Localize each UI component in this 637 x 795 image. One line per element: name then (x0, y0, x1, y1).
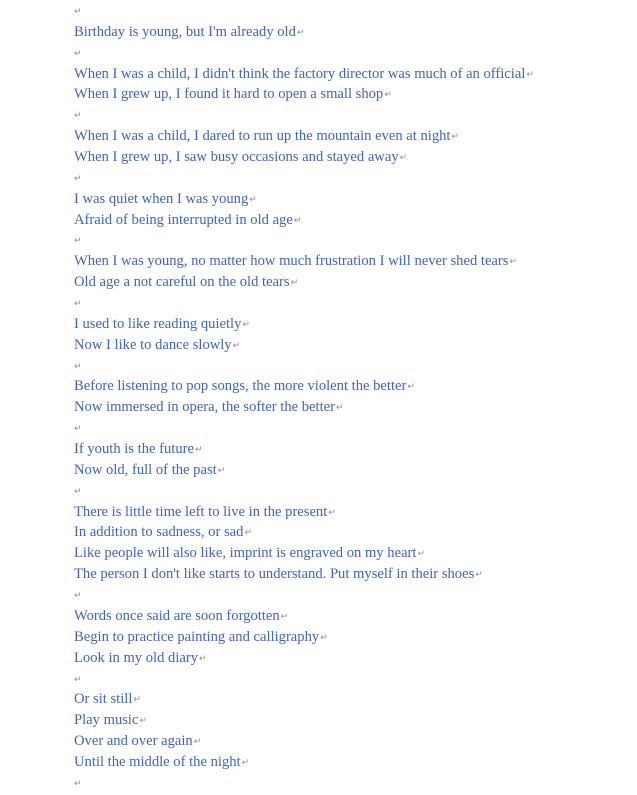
paragraph-mark-icon: ↵ (193, 737, 202, 748)
paragraph-mark-icon: ↵ (244, 528, 252, 539)
line-text: Begin to practice painting and calligraphy (74, 628, 320, 645)
paragraph-mark-icon: ↵ (74, 424, 82, 435)
line-text: When I was a child, I dared to run up the mountain even at night (74, 128, 451, 145)
line-text: When I was a child, I didn't think the factory director was much of an official (74, 65, 526, 82)
line-text: Like people will also like, imprint is engraved on my heart (74, 545, 417, 562)
paragraph-mark-icon: ↵ (417, 549, 426, 560)
line-text: If youth is the future (74, 441, 194, 458)
paragraph-mark-icon: ↵ (399, 153, 408, 164)
line-text: Now I like to dance slowly (74, 336, 232, 353)
text-line (74, 439, 634, 460)
paragraph-mark-icon: ↵ (451, 132, 460, 143)
line-text: The person I don't like starts to understand. Put myself in their shoes (74, 566, 475, 583)
text-line (74, 335, 634, 356)
line-text: Or sit still (74, 691, 133, 708)
text-line (74, 752, 634, 773)
line-text: Afraid of being interrupted in old age (74, 211, 293, 228)
text-line (74, 251, 634, 272)
paragraph-mark-icon: ↵ (290, 278, 299, 289)
paragraph-mark-icon: ↵ (280, 611, 289, 622)
paragraph-mark-icon: ↵ (74, 236, 82, 247)
paragraph-mark-icon: ↵ (296, 27, 305, 38)
paragraph-mark-icon: ↵ (74, 111, 82, 122)
paragraph-mark-icon: ↵ (384, 90, 392, 101)
text-line (74, 543, 634, 564)
line-text: In addition to sadness, or sad (74, 524, 244, 541)
text-line (74, 147, 634, 168)
line-text: Words once said are soon forgotten (74, 607, 280, 624)
paragraph-mark-icon: ↵ (217, 465, 226, 476)
text-line (74, 627, 634, 648)
line-text: Old age a not careful on the old tears (74, 274, 290, 291)
paragraph-mark-icon: ↵ (328, 507, 336, 518)
paragraph-mark-icon: ↵ (194, 445, 203, 456)
paragraph-mark-icon: ↵ (139, 716, 148, 727)
text-line (74, 84, 634, 105)
text-line (74, 126, 634, 147)
text-line (74, 689, 634, 710)
text-line (74, 189, 634, 210)
line-text: Now immersed in opera, the softer the better (74, 399, 335, 416)
text-line (74, 648, 634, 669)
line-text: Look in my old diary (74, 649, 199, 666)
paragraph-mark-icon: ↵ (232, 340, 241, 351)
paragraph-mark-icon: ↵ (475, 570, 483, 581)
text-line (74, 314, 634, 335)
text-line (74, 64, 634, 85)
paragraph-mark-icon: ↵ (133, 695, 141, 706)
paragraph-mark-icon: ↵ (74, 591, 82, 602)
paragraph-mark-icon: ↵ (74, 674, 82, 685)
paragraph-mark-icon: ↵ (241, 757, 250, 768)
empty-paragraph (74, 293, 634, 314)
paragraph-mark-icon: ↵ (74, 361, 82, 372)
paragraph-mark-icon: ↵ (293, 215, 302, 226)
line-text: Over and over again (74, 733, 193, 750)
paragraph-mark-icon: ↵ (249, 194, 257, 205)
paragraph-mark-icon: ↵ (320, 632, 328, 643)
paragraph-mark-icon: ↵ (74, 486, 82, 497)
line-text: Play music (74, 712, 139, 729)
document-body[interactable] (74, 0, 634, 794)
empty-paragraph (74, 356, 634, 377)
paragraph-mark-icon: ↵ (74, 173, 82, 184)
text-line (74, 710, 634, 731)
paragraph-mark-icon: ↵ (407, 382, 415, 393)
paragraph-mark-icon: ↵ (526, 69, 534, 80)
paragraph-mark-icon: ↵ (509, 257, 517, 268)
empty-paragraph (74, 230, 634, 251)
paragraph-mark-icon: ↵ (74, 778, 82, 789)
text-line (74, 460, 634, 481)
empty-paragraph (74, 585, 634, 606)
paragraph-mark-icon: ↵ (74, 48, 82, 59)
paragraph-mark-icon: ↵ (74, 299, 82, 310)
empty-paragraph (74, 1, 634, 22)
line-text: When I grew up, I saw busy occasions and stayed away (74, 149, 399, 166)
paragraph-mark-icon: ↵ (199, 653, 207, 664)
line-text: Until the middle of the night (74, 753, 241, 770)
text-line (74, 272, 634, 293)
text-line (74, 502, 634, 523)
paragraph-mark-icon: ↵ (335, 403, 344, 414)
text-line (74, 22, 634, 43)
line-text: I was quiet when I was young (74, 190, 249, 207)
paragraph-mark-icon: ↵ (242, 319, 250, 330)
empty-paragraph (74, 418, 634, 439)
text-line (74, 564, 634, 585)
empty-paragraph (74, 669, 634, 690)
line-text: When I grew up, I found it hard to open a small shop (74, 86, 384, 103)
text-line (74, 731, 634, 752)
text-line (74, 606, 634, 627)
text-line (74, 376, 634, 397)
empty-paragraph (74, 105, 634, 126)
text-line (74, 522, 634, 543)
text-line (74, 397, 634, 418)
text-line (74, 210, 634, 231)
paragraph-mark-icon: ↵ (74, 7, 82, 17)
empty-paragraph (74, 168, 634, 189)
line-text: I used to like reading quietly (74, 315, 242, 332)
line-text: Before listening to pop songs, the more violent the better (74, 378, 407, 395)
line-text: There is little time left to live in the present (74, 503, 328, 520)
empty-paragraph (74, 481, 634, 502)
line-text: Birthday is young, but I'm already old (74, 23, 296, 40)
empty-paragraph (74, 43, 634, 64)
line-text: When I was young, no matter how much frustration I will never shed tears (74, 253, 509, 270)
line-text: Now old, full of the past (74, 461, 217, 478)
